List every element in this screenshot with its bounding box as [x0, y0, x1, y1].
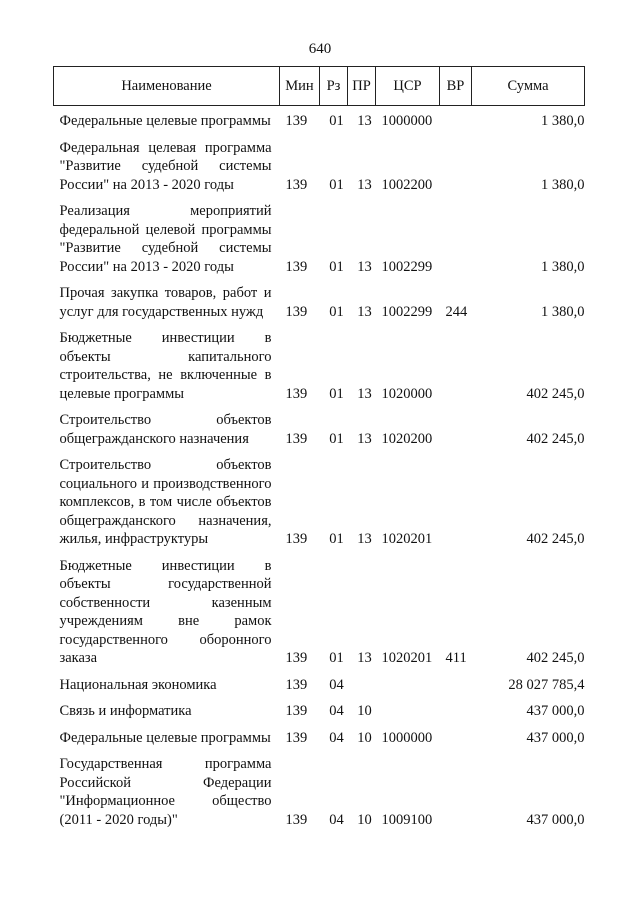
- cell-sum: 402 245,0: [526, 531, 585, 547]
- table-row: [54, 106, 585, 133]
- cell-min: 139: [285, 430, 308, 447]
- cell-pr: 13: [357, 430, 372, 447]
- cell-rz: 04: [329, 676, 344, 693]
- cell-name: Государственная программа Российской Федерации "Информационное общество (2011 - 2020 годы)": [59, 756, 272, 828]
- cell-name: Прочая закупка товаров, работ и услуг для государственных нужд: [59, 285, 272, 320]
- cell-vr: [440, 323, 472, 405]
- table-row: [54, 749, 585, 831]
- cell-name: Федеральная целевая программа "Развитие судебной системы России" на 2013 - 2020 годы: [59, 139, 272, 193]
- header-name: Наименование: [54, 67, 280, 106]
- cell-name: Реализация мероприятий федеральной целевой программы "Развитие судебной системы России" на 2013 - 2020 годы: [59, 203, 272, 275]
- cell-vr: [440, 749, 472, 831]
- cell-pr: 13: [357, 113, 372, 129]
- header-sum: Сумма: [472, 67, 585, 106]
- cell-name: Федеральные целевые программы: [59, 113, 271, 129]
- header-min: Мин: [280, 67, 320, 106]
- table-row: [54, 196, 585, 278]
- cell-csr: 1002299: [381, 303, 433, 320]
- cell-pr: 10: [357, 703, 372, 719]
- cell-pr: 13: [357, 258, 372, 275]
- cell-vr: [440, 405, 472, 450]
- cell-pr: [348, 670, 376, 697]
- cell-vr: 411: [445, 650, 467, 666]
- table-row: [54, 133, 585, 197]
- cell-pr: 13: [357, 176, 372, 193]
- cell-sum: 1 380,0: [541, 303, 585, 320]
- cell-name: Строительство объектов социального и производственного комплексов, в том числе объектов общегражданского назначения, жилья, инфраструктуры: [59, 457, 272, 547]
- cell-vr: [440, 133, 472, 197]
- cell-sum: 402 245,0: [526, 385, 585, 402]
- table-row: [54, 278, 585, 323]
- cell-sum: 437 000,0: [526, 703, 585, 719]
- header-vr: ВР: [440, 67, 472, 106]
- cell-rz: 01: [329, 385, 344, 402]
- table-row: [54, 405, 585, 450]
- cell-pr: 13: [357, 650, 372, 666]
- cell-sum: 437 000,0: [526, 729, 585, 746]
- cell-name: Национальная экономика: [59, 676, 217, 693]
- table-row: [54, 723, 585, 750]
- cell-vr: [440, 696, 472, 723]
- cell-min: 139: [285, 729, 308, 746]
- cell-min: 139: [285, 703, 308, 719]
- cell-rz: 04: [329, 729, 344, 746]
- cell-sum: 1 380,0: [541, 258, 585, 275]
- cell-csr: 1020201: [381, 531, 433, 547]
- cell-sum: 437 000,0: [526, 811, 585, 828]
- cell-sum: 402 245,0: [526, 650, 585, 666]
- table-row: [54, 450, 585, 551]
- page-number: 640: [308, 41, 332, 57]
- cell-min: 139: [285, 385, 308, 402]
- cell-csr: 1002200: [381, 176, 433, 193]
- cell-name: Бюджетные инвестиции в объекты государственной собственности казенным учреждениям вне рамок государственного оборонного заказа: [59, 557, 272, 666]
- cell-rz: 01: [329, 650, 344, 666]
- cell-csr: 1020201: [381, 650, 433, 666]
- table-row: [54, 670, 585, 697]
- cell-min: 139: [285, 676, 308, 693]
- header-pr: ПР: [348, 67, 376, 106]
- table-header: [54, 67, 585, 106]
- cell-pr: 10: [357, 729, 372, 746]
- cell-min: 139: [285, 258, 308, 275]
- cell-rz: 04: [329, 703, 344, 719]
- cell-csr: 1000000: [381, 729, 433, 746]
- budget-table: [53, 66, 585, 831]
- cell-rz: 04: [329, 811, 344, 828]
- cell-vr: 244: [445, 303, 468, 320]
- cell-min: 139: [285, 811, 308, 828]
- table-row: [54, 696, 585, 723]
- cell-rz: 01: [329, 258, 344, 275]
- cell-rz: 01: [329, 113, 344, 129]
- cell-min: 139: [285, 303, 308, 320]
- cell-csr: 1002299: [381, 258, 433, 275]
- cell-csr: 1009100: [381, 811, 433, 828]
- cell-name: Связь и информатика: [59, 703, 192, 719]
- cell-rz: 01: [329, 303, 344, 320]
- cell-vr: [440, 196, 472, 278]
- cell-rz: 01: [329, 531, 344, 547]
- cell-csr: [376, 670, 440, 697]
- header-csr: ЦСР: [376, 67, 440, 106]
- cell-min: 139: [285, 650, 308, 666]
- cell-sum: 28 027 785,4: [508, 676, 585, 693]
- cell-vr: [440, 670, 472, 697]
- cell-vr: [440, 723, 472, 750]
- cell-sum: 1 380,0: [541, 113, 585, 129]
- cell-rz: 01: [329, 176, 344, 193]
- cell-vr: [440, 450, 472, 551]
- cell-csr: 1000000: [381, 113, 433, 129]
- cell-csr: 1020200: [381, 430, 433, 447]
- cell-pr: 13: [357, 531, 372, 547]
- cell-sum: 1 380,0: [541, 176, 585, 193]
- cell-min: 139: [285, 176, 308, 193]
- table-body: [54, 106, 585, 832]
- cell-name: Федеральные целевые программы: [59, 729, 271, 746]
- cell-min: 139: [285, 113, 308, 129]
- cell-pr: 13: [357, 385, 372, 402]
- header-rz: Рз: [320, 67, 348, 106]
- cell-pr: 13: [357, 303, 372, 320]
- cell-vr: [440, 106, 472, 133]
- cell-name: Строительство объектов общегражданского назначения: [59, 412, 272, 447]
- cell-min: 139: [285, 531, 308, 547]
- cell-csr: 1020000: [381, 385, 433, 402]
- table-row: [54, 551, 585, 670]
- cell-csr: [376, 696, 440, 723]
- cell-name: Бюджетные инвестиции в объекты капитального строительства, не включенные в целевые программы: [59, 330, 272, 402]
- cell-rz: 01: [329, 430, 344, 447]
- table-row: [54, 323, 585, 405]
- cell-pr: 10: [357, 811, 372, 828]
- cell-sum: 402 245,0: [526, 430, 585, 447]
